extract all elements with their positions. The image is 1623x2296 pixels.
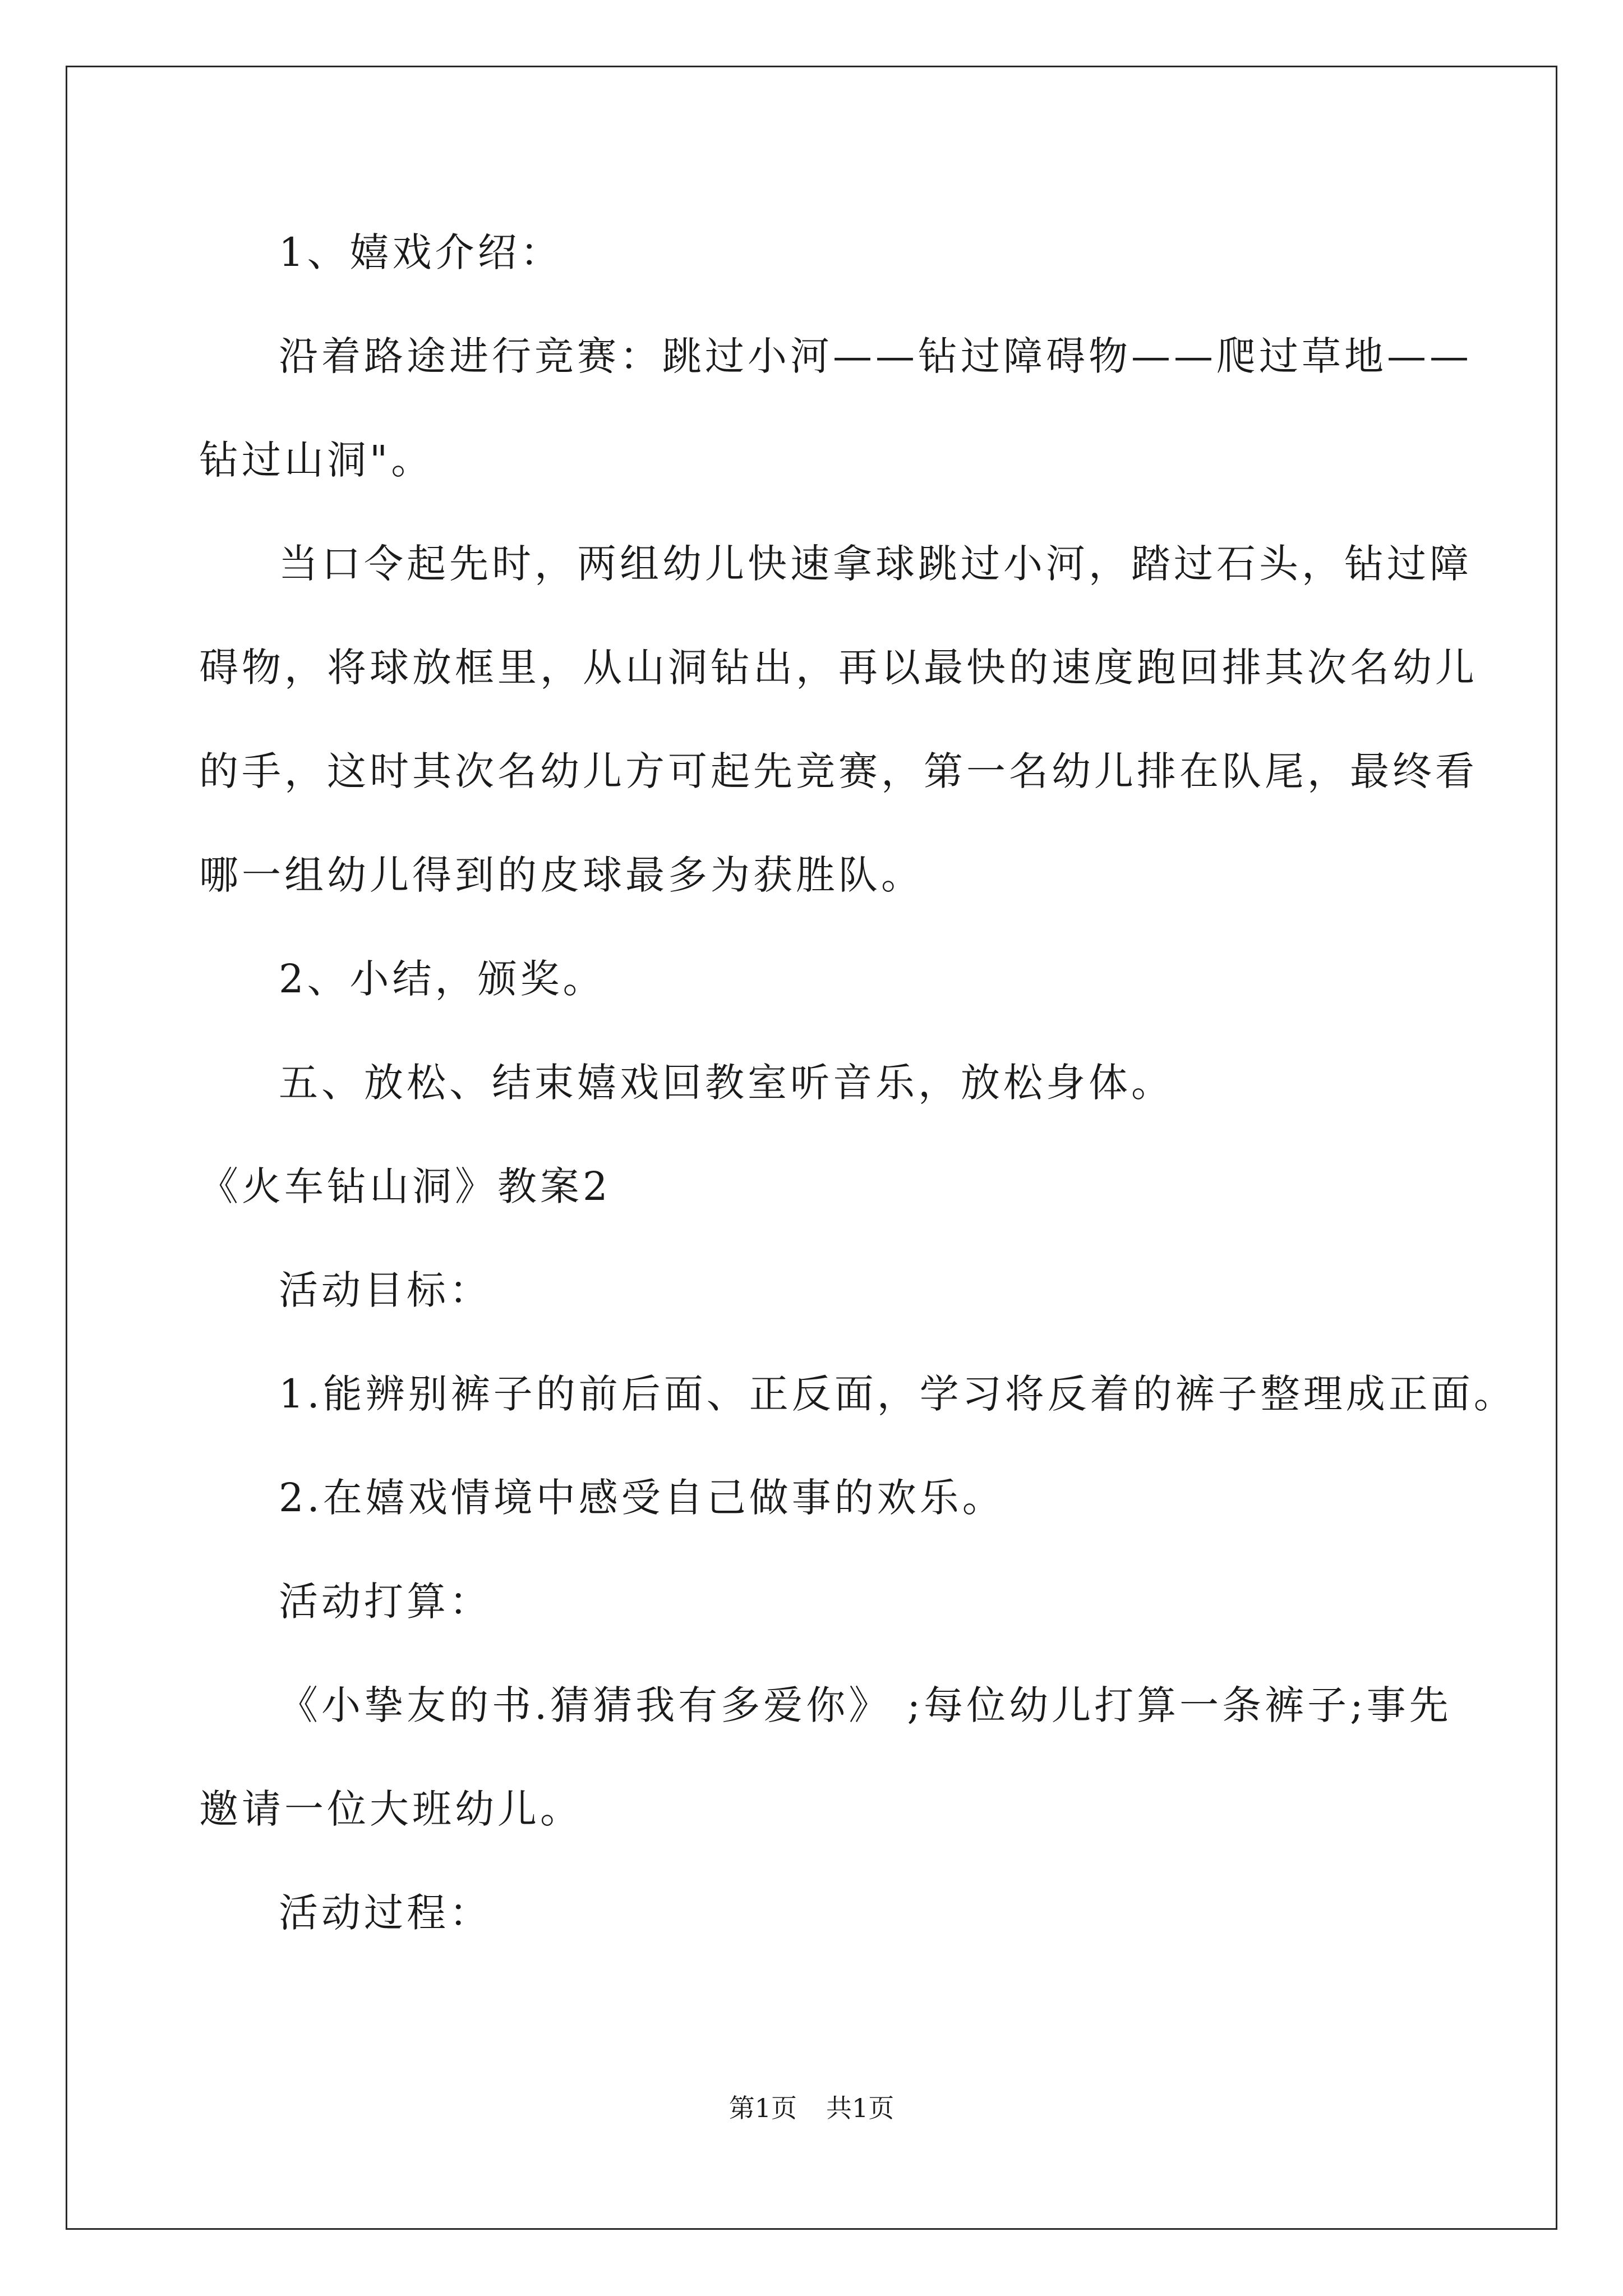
paragraph-summary: 2、小结，颁奖。 [279, 956, 606, 1002]
paragraph-game-intro-heading: 1、嬉戏介绍： [279, 229, 563, 275]
paragraph-rules-line-3: 的手，这时其次名幼儿方可起先竞赛，第一名幼儿排在队尾，最终看 [199, 748, 1478, 794]
goal-item-1: 1.能辨别裤子的前后面、正反面，学习将反着的裤子整理成正面。 [279, 1371, 1516, 1417]
section-title: 《火车钻山洞》教案2 [199, 1163, 611, 1209]
paragraph-relax: 五、放松、结束嬉戏回教室听音乐，放松身体。 [279, 1060, 1174, 1106]
goal-item-2: 2.在嬉戏情境中感受自己做事的欢乐。 [279, 1475, 1005, 1521]
heading-activity-goals: 活动目标： [279, 1267, 492, 1313]
paragraph-prep-line-2: 邀请一位大班幼儿。 [199, 1786, 583, 1832]
paragraph-prep-line-1: 《小挚友的书.猜猜我有多爱你》 ;每位幼儿打算一条裤子;事先 [279, 1682, 1452, 1728]
paragraph-rules-line-1: 当口令起先时，两组幼儿快速拿球跳过小河，踏过石头，钻过障 [279, 541, 1472, 587]
paragraph-rules-line-2: 碍物，将球放框里，从山洞钻出，再以最快的速度跑回排其次名幼儿 [199, 645, 1478, 691]
paragraph-race-route: 沿着路途进行竞赛：跳过小河——钻过障碍物——爬过草地—— [279, 333, 1472, 379]
paragraph-rules-line-4: 哪一组幼儿得到的皮球最多为获胜队。 [199, 852, 924, 898]
page-footer [0, 2091, 1623, 2125]
paragraph-race-route-cont: 钻过山洞"。 [199, 437, 434, 483]
heading-activity-process: 活动过程： [279, 1890, 492, 1936]
page-number-total: 共1页 [826, 2093, 895, 2123]
heading-activity-prep: 活动打算： [279, 1579, 492, 1625]
page-number-current: 第1页 [728, 2093, 797, 2123]
